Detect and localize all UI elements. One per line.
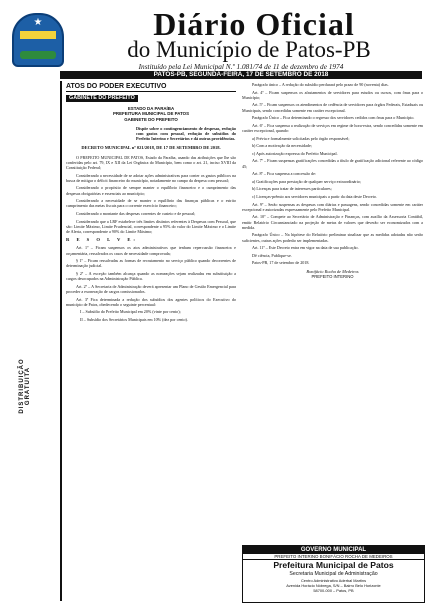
footer-line: 58700-000 – Patos, PB xyxy=(313,587,354,593)
masthead xyxy=(6,6,423,62)
paragraph: Parágrafo Único – Na hipótese do Relatório preliminar sinalizar que as medidas adotadas não serão suficientes, outras ações poderão ser implementadas. xyxy=(242,232,423,243)
newspaper-subtitle: do Município de Patos-PB xyxy=(127,37,371,62)
left-divider xyxy=(60,81,62,601)
footer-line: Centro Administrativo Aderbal Martins xyxy=(300,577,367,583)
paragraph: Considerando que a LRF estabelece três limites distintos referentes à Despesas com Pessoal, que são: Limite Máximo, Limite Prudencial, correspondente a 95% do valor do Limite Máximo e o Limite de Alerta, correspondente a 90% do Limite Máximo; xyxy=(66,218,236,235)
paragraph: O PREFEITO MUNICIPAL DE PATOS, Estado da Paraíba, usando das atribuições que lhe são conferidas pelo art. 79, IX e XII da Lei Orgânica do Município, bem como o art. 21, inciso XVIII da Constituição Federal; xyxy=(66,154,236,171)
paragraph: Art. 9º – Serão suspensas as despesas com diárias e passagens, sendo concedidas somente em caráter excepcional e autorizadas expressamente pelo Prefeito Municipal. xyxy=(242,201,423,212)
paragraph: Parágrafo Único – Fica determinado o regresso dos servidores cedidos com ônus para o Município. xyxy=(252,115,415,121)
paragraph: b) Com a motivação da necessidade; xyxy=(252,143,312,149)
left-column xyxy=(66,82,236,324)
paragraph: Parágrafo único – A redução do subsídio perdurará pelo prazo de 90 (noventa) dias. xyxy=(252,82,389,87)
paragraph: Art. 11º – Este Decreto entra em vigor na data de sua publicação. xyxy=(252,245,359,251)
paragraph: Considerando a necessidade de se manter o equilíbrio das finanças públicas e o estrito cumprimento das metas fiscais para o corrente exercício financeiro; xyxy=(66,198,236,209)
institution-note: Instituído pela Lei Municipal N.º 1.081/74 de 11 de dezembro de 1974 xyxy=(138,62,344,71)
footer-line: Avenida Horácio Nóbrega, S/N – Bairro Belo Horizonte xyxy=(286,582,381,588)
list-item: I – Subsídio do Prefeito Municipal em 20% (vinte por cento); xyxy=(80,309,181,315)
paragraph: Art. 10º – Compete ao Secretário de Administração e Finanças, com auxílio da Assessoria Contábil, emitir Relatório Circunstanciado na projeção de metas de valores que deverão ser economizados com a medida. xyxy=(242,214,423,230)
article: § 1º – Ficam ressalvadas as formas de recrutamento no serviço público quando decorrentes de determinação judicial. xyxy=(66,258,236,269)
paragraph: Considerando o propósito de sempre manter o equilíbrio financeiro e o cumprimento das despesas obrigatórias e essenciais ao município; xyxy=(66,185,236,196)
paragraph: a) Prévia e formalmente solicitadas pelo órgão responsável; xyxy=(252,135,350,141)
closing-line: Dê ciência, Publique-se. xyxy=(252,252,292,258)
signature-name: Bonifácio Rocha de Medeiros xyxy=(306,268,359,274)
subsection-heading: GABINETE DO PREFEITO xyxy=(66,95,138,102)
resolve-heading: R E S O L V E: xyxy=(66,237,138,243)
paragraph: c) Após autorização expressa do Prefeito Municipal. xyxy=(252,150,338,156)
paragraph: a) Gratificações para prestação de qualquer serviço extraordinário; xyxy=(252,178,361,184)
paragraph: Art. 5º – Ficam suspensos os atendimentos de cedência de servidores para órgãos Federais, Estaduais ou Municipais, sendo concedidas somente em caráter excepcional. xyxy=(242,102,423,113)
closing-line: Patos-PB, 17 de setembro de 2018. xyxy=(252,260,310,266)
org-line: ESTADO DA PARAÍBA xyxy=(127,106,175,112)
footer-main: Prefeitura Municipal de Patos xyxy=(273,560,394,571)
paragraph: Art. 4º – Ficam suspensos os afastamentos de servidores para estudos ou cursos, com ônus para o Município; xyxy=(242,89,423,100)
article: § 2º – A exceção também alcança quando as nomeações sejam realizadas em substituição a cargos desocupados na Administração Pública. xyxy=(66,271,236,282)
signature-role: PREFEITO INTERINO xyxy=(311,273,354,279)
footer-box xyxy=(242,545,425,603)
side-label: DISTRIBUIÇÃO GRATUITA xyxy=(19,358,31,414)
org-line: GABINETE DO PREFEITO xyxy=(124,116,178,122)
date-bar: PATOS-PB, SEGUNDA-FEIRA, 17 DE SETEMBRO DE 2018 xyxy=(60,71,422,79)
newspaper-title: Diário Oficial xyxy=(153,6,355,42)
paragraph: b) Licenças para tratar de interesses particulares; xyxy=(252,186,332,192)
footer-subtitle: PREFEITO INTERINO BONIFÁCIO ROCHA DE MEDEIROS xyxy=(243,554,424,560)
signature-block xyxy=(242,269,423,279)
paragraph: Considerando a necessidade de se adotar ações administrativas para conter os gastos públicos na busca de mitigar o déficit financeiro do município, notadamente no campo da despesa com pessoal; xyxy=(66,172,236,183)
right-column xyxy=(242,82,423,279)
footer-top: GOVERNO MUNICIPAL xyxy=(243,546,424,554)
org-line: PREFEITURA MUNICIPAL DE PATOS xyxy=(112,111,190,117)
paragraph: c) Licenças-prêmio aos servidores municipais a partir da data deste Decreto. xyxy=(252,193,377,199)
paragraph: Art. 7º – Ficam suspensas gratificações concedidas a título de gratificação adicional referente ao código 45; xyxy=(242,158,423,169)
paragraph: Art. 6º – Fica suspensa a realização de serviços em regime de hora-extra, sendo concedidas somente em caráter excepcional, quando: xyxy=(242,122,423,133)
decree-summary: Dispõe sobre o contingenciamento de despesas, redução com gastos com pessoal, redução de subsídios do Prefeito Interino e Secretários e dá outras providências. xyxy=(136,125,236,142)
list-item: II – Subsídio dos Secretários Municipais em 10% (dez por cento). xyxy=(80,316,188,322)
footer-line: Secretaria Municipal de Administração xyxy=(289,571,378,578)
paragraph: Art. 8º – Fica suspensa a concessão de: xyxy=(252,171,317,177)
article: Art. 3º Fica determinada a redução dos subsídios dos agentes políticos do Executivo do município de Patos, obedecendo o seguinte percentual: xyxy=(66,296,236,307)
article: Art. 2º – A Secretaria de Administração deverá apresentar um Plano de Gestão Emergencial para proceder a exoneração de cargos comissionados. xyxy=(66,283,236,295)
paragraph: Considerando o montante das despesas correntes de custeio e de pessoal; xyxy=(76,211,196,217)
section-heading: ATOS DO PODER EXECUTIVO xyxy=(66,82,236,92)
article: Art. 1º – Ficam suspensos os atos administrativos que tenham repercussão financeira e orçamentária, ressalvados os casos de necessidade comprovada; xyxy=(66,245,236,256)
coat-of-arms-icon: ★ xyxy=(12,13,64,67)
decree-title: DECRETO MUNICIPAL nº 021/2018, DE 17 DE SETEMBRO DE 2018. xyxy=(81,145,221,151)
